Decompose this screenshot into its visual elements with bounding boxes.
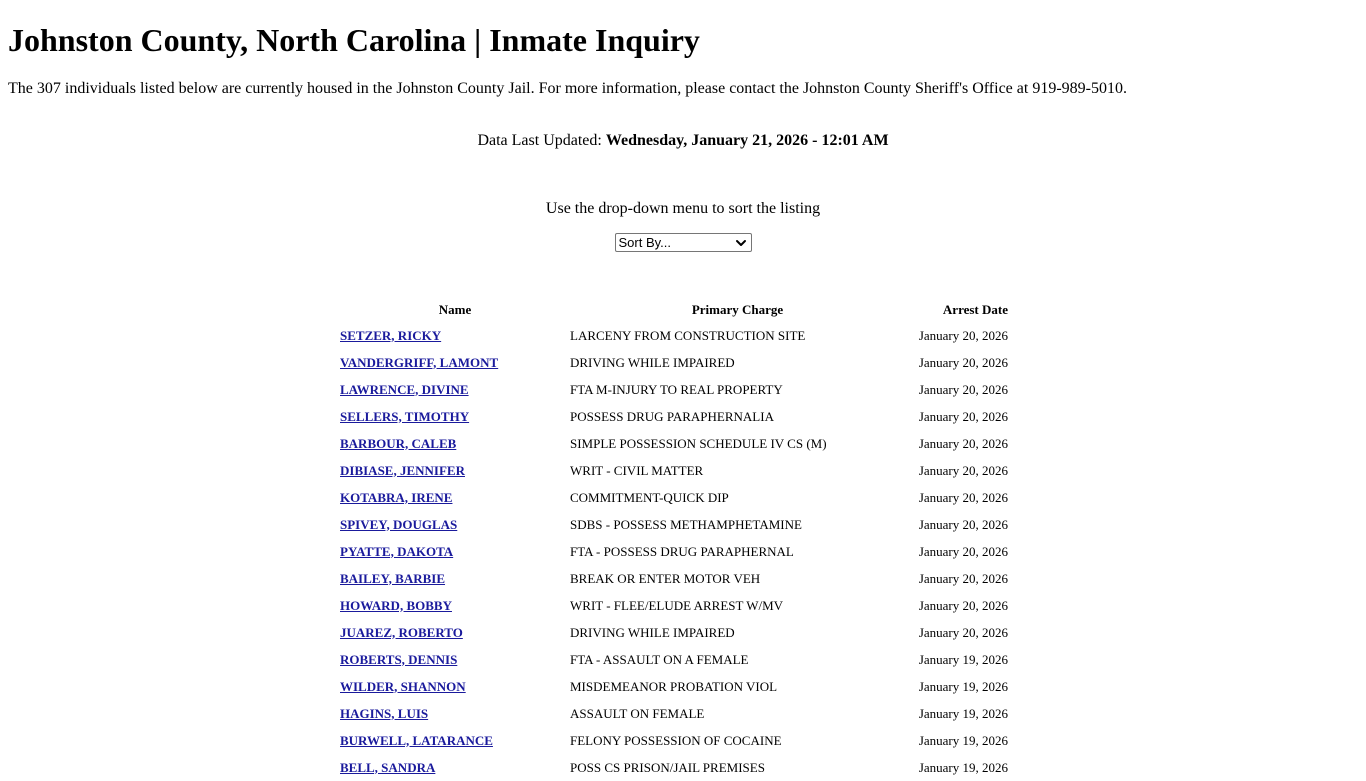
arrest-date-cell: January 19, 2026 [918, 705, 1008, 721]
inmate-link[interactable]: BELL, SANDRA [340, 759, 436, 775]
arrest-date-cell: January 20, 2026 [918, 516, 1008, 532]
inmate-link[interactable]: SELLERS, TIMOTHY [340, 408, 470, 424]
charge-cell: SIMPLE POSSESSION SCHEDULE IV CS (M) [570, 435, 827, 451]
arrest-date-cell: January 20, 2026 [918, 408, 1008, 424]
charge-cell: COMMITMENT-QUICK DIP [570, 489, 729, 505]
name-cell [340, 349, 570, 376]
name-cell [340, 727, 570, 754]
table-row [340, 511, 1008, 538]
inmate-link[interactable]: LAWRENCE, DIVINE [340, 381, 469, 397]
name-cell [340, 430, 570, 457]
name-cell [340, 403, 570, 430]
data-last-updated [0, 131, 1366, 151]
inmate-link[interactable]: BAILEY, BARBIE [340, 570, 446, 586]
table-row [340, 538, 1008, 565]
charge-cell: ASSAULT ON FEMALE [570, 705, 705, 721]
updated-value: Wednesday, January 21, 2026 - 12:01 AM [605, 132, 889, 149]
table-row [340, 376, 1008, 403]
arrest-date-cell: January 19, 2026 [918, 678, 1008, 694]
arrest-date-cell: January 19, 2026 [918, 651, 1008, 667]
arrest-date-cell: January 20, 2026 [918, 543, 1008, 559]
table-row [340, 592, 1008, 619]
inmate-link[interactable]: SETZER, RICKY [340, 327, 442, 343]
charge-cell: DRIVING WHILE IMPAIRED [570, 354, 735, 370]
charge-cell: LARCENY FROM CONSTRUCTION SITE [570, 327, 806, 343]
sort-by-selected-value: Sort By... [618, 235, 671, 250]
arrest-date-cell: January 20, 2026 [918, 354, 1008, 370]
charge-cell: POSS CS PRISON/JAIL PREMISES [570, 759, 765, 775]
charge-cell: SDBS - POSSESS METHAMPHETAMINE [570, 516, 802, 532]
name-cell [340, 376, 570, 403]
name-cell [340, 592, 570, 619]
table-header-row [340, 297, 1008, 322]
table-row [340, 322, 1008, 349]
name-cell [340, 619, 570, 646]
intro-text: The 307 individuals listed below are currently housed in the Johnston County Jail. For more information, please contact the Johnston County Sheriff's Office at 919-989-5010. [8, 80, 1127, 97]
arrest-date-cell: January 20, 2026 [918, 327, 1008, 343]
column-header-name[interactable]: Name [438, 301, 472, 317]
inmate-link[interactable]: DIBIASE, JENNIFER [340, 462, 465, 478]
charge-cell: DRIVING WHILE IMPAIRED [570, 624, 735, 640]
table-row [340, 565, 1008, 592]
sort-hint: Use the drop-down menu to sort the listing [545, 200, 821, 217]
arrest-date-cell: January 20, 2026 [918, 462, 1008, 478]
charge-cell: FTA M-INJURY TO REAL PROPERTY [570, 381, 783, 397]
sort-by-select[interactable] [615, 233, 752, 252]
table-row [340, 430, 1008, 457]
name-cell [340, 646, 570, 673]
table-row [340, 700, 1008, 727]
arrest-date-cell: January 19, 2026 [918, 759, 1008, 775]
table-row [340, 619, 1008, 646]
charge-cell: WRIT - FLEE/ELUDE ARREST W/MV [570, 597, 784, 613]
updated-label: Data Last Updated: [477, 132, 606, 149]
table-row [340, 349, 1008, 376]
charge-cell: FTA - ASSAULT ON A FEMALE [570, 651, 749, 667]
page-title: Johnston County, North Carolina | Inmate Inquiry [8, 22, 700, 58]
arrest-date-cell: January 20, 2026 [918, 597, 1008, 613]
charge-cell: MISDEMEANOR PROBATION VIOL [570, 678, 778, 694]
inmate-link[interactable]: JUAREZ, ROBERTO [340, 624, 463, 640]
inmate-table [340, 297, 1008, 781]
name-cell [340, 700, 570, 727]
name-cell [340, 457, 570, 484]
charge-cell: FELONY POSSESSION OF COCAINE [570, 732, 782, 748]
inmate-link[interactable]: BARBOUR, CALEB [340, 435, 457, 451]
inmate-link[interactable]: BURWELL, LATARANCE [340, 732, 493, 748]
table-row [340, 457, 1008, 484]
name-cell [340, 538, 570, 565]
table-row [340, 727, 1008, 754]
inmate-link[interactable]: ROBERTS, DENNIS [340, 651, 458, 667]
arrest-date-cell: January 19, 2026 [918, 732, 1008, 748]
name-cell [340, 322, 570, 349]
arrest-date-cell: January 20, 2026 [918, 381, 1008, 397]
charge-cell: BREAK OR ENTER MOTOR VEH [570, 570, 761, 586]
arrest-date-cell: January 20, 2026 [918, 489, 1008, 505]
inmate-link[interactable]: SPIVEY, DOUGLAS [340, 516, 458, 532]
name-cell [340, 511, 570, 538]
arrest-date-cell: January 20, 2026 [918, 570, 1008, 586]
arrest-date-cell: January 20, 2026 [918, 435, 1008, 451]
column-header-arrest-date[interactable]: Arrest Date [942, 301, 1008, 317]
name-cell [340, 565, 570, 592]
inmate-link[interactable]: VANDERGRIFF, LAMONT [340, 354, 499, 370]
charge-cell: WRIT - CIVIL MATTER [570, 462, 704, 478]
charge-cell: FTA - POSSESS DRUG PARAPHERNAL [570, 543, 794, 559]
table-row [340, 484, 1008, 511]
name-cell [340, 673, 570, 700]
table-row [340, 646, 1008, 673]
column-header-primary-charge[interactable]: Primary Charge [691, 301, 784, 317]
charge-cell: POSSESS DRUG PARAPHERNALIA [570, 408, 774, 424]
inmate-link[interactable]: HAGINS, LUIS [340, 705, 429, 721]
table-row [340, 403, 1008, 430]
inmate-link[interactable]: PYATTE, DAKOTA [340, 543, 454, 559]
name-cell [340, 484, 570, 511]
chevron-down-icon [734, 236, 748, 250]
inmate-link[interactable]: HOWARD, BOBBY [340, 597, 452, 613]
table-row [340, 673, 1008, 700]
inmate-link[interactable]: KOTABRA, IRENE [340, 489, 453, 505]
inmate-link[interactable]: WILDER, SHANNON [340, 678, 466, 694]
arrest-date-cell: January 20, 2026 [918, 624, 1008, 640]
sort-container [0, 233, 1366, 252]
